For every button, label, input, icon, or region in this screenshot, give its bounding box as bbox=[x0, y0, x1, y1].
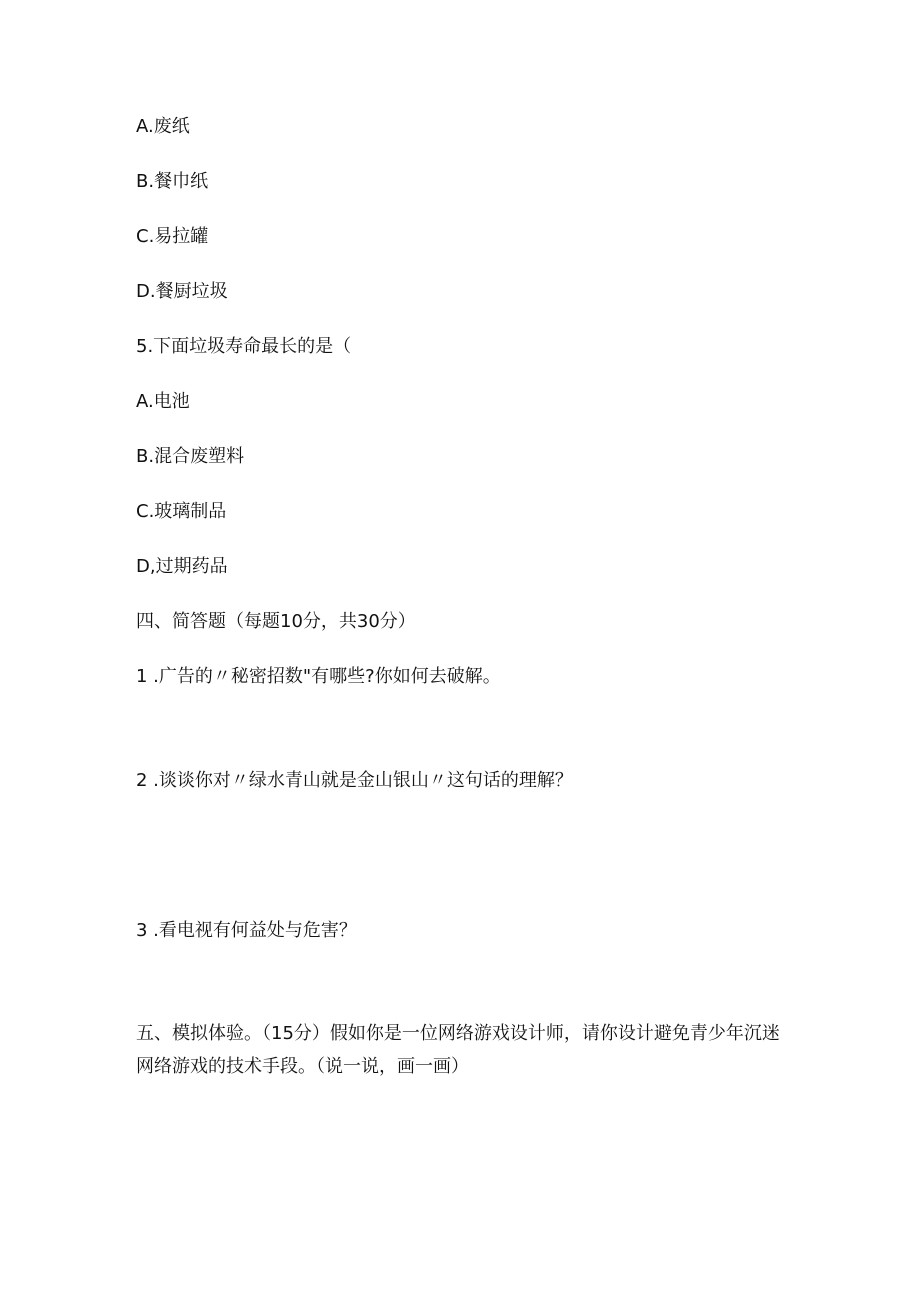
q4-option-d: D.餐厨垃圾 bbox=[136, 281, 228, 302]
q5-option-b: B.混合废塑料 bbox=[136, 446, 245, 467]
short-answer-question-2: 2 .谈谈你对〃绿水青山就是金山银山〃这句话的理解？ bbox=[136, 770, 573, 791]
q5-option-d: D,过期药品 bbox=[136, 556, 228, 577]
section-5-prompt: 五、模拟体验。（15分）假如你是一位网络游戏设计师，请你设计避免青少年沉迷网络游戏的技术手段。（说一说，画一画） bbox=[136, 1023, 780, 1077]
q4-option-c: C.易拉罐 bbox=[136, 226, 209, 247]
section-4-heading: 四、简答题（每题10分，共30分） bbox=[136, 611, 416, 632]
q5-option-c: C.玻璃制品 bbox=[136, 501, 227, 522]
q5-option-a: A.电池 bbox=[136, 391, 190, 412]
q4-option-a: A.废纸 bbox=[136, 116, 190, 137]
short-answer-question-1: 1 .广告的〃秘密招数"有哪些?你如何去破解。 bbox=[136, 666, 501, 687]
short-answer-question-3: 3 .看电视有何益处与危害？ bbox=[136, 920, 357, 941]
q4-option-b: B.餐巾纸 bbox=[136, 171, 209, 192]
q5-stem: 5.下面垃圾寿命最长的是（ bbox=[136, 336, 352, 357]
